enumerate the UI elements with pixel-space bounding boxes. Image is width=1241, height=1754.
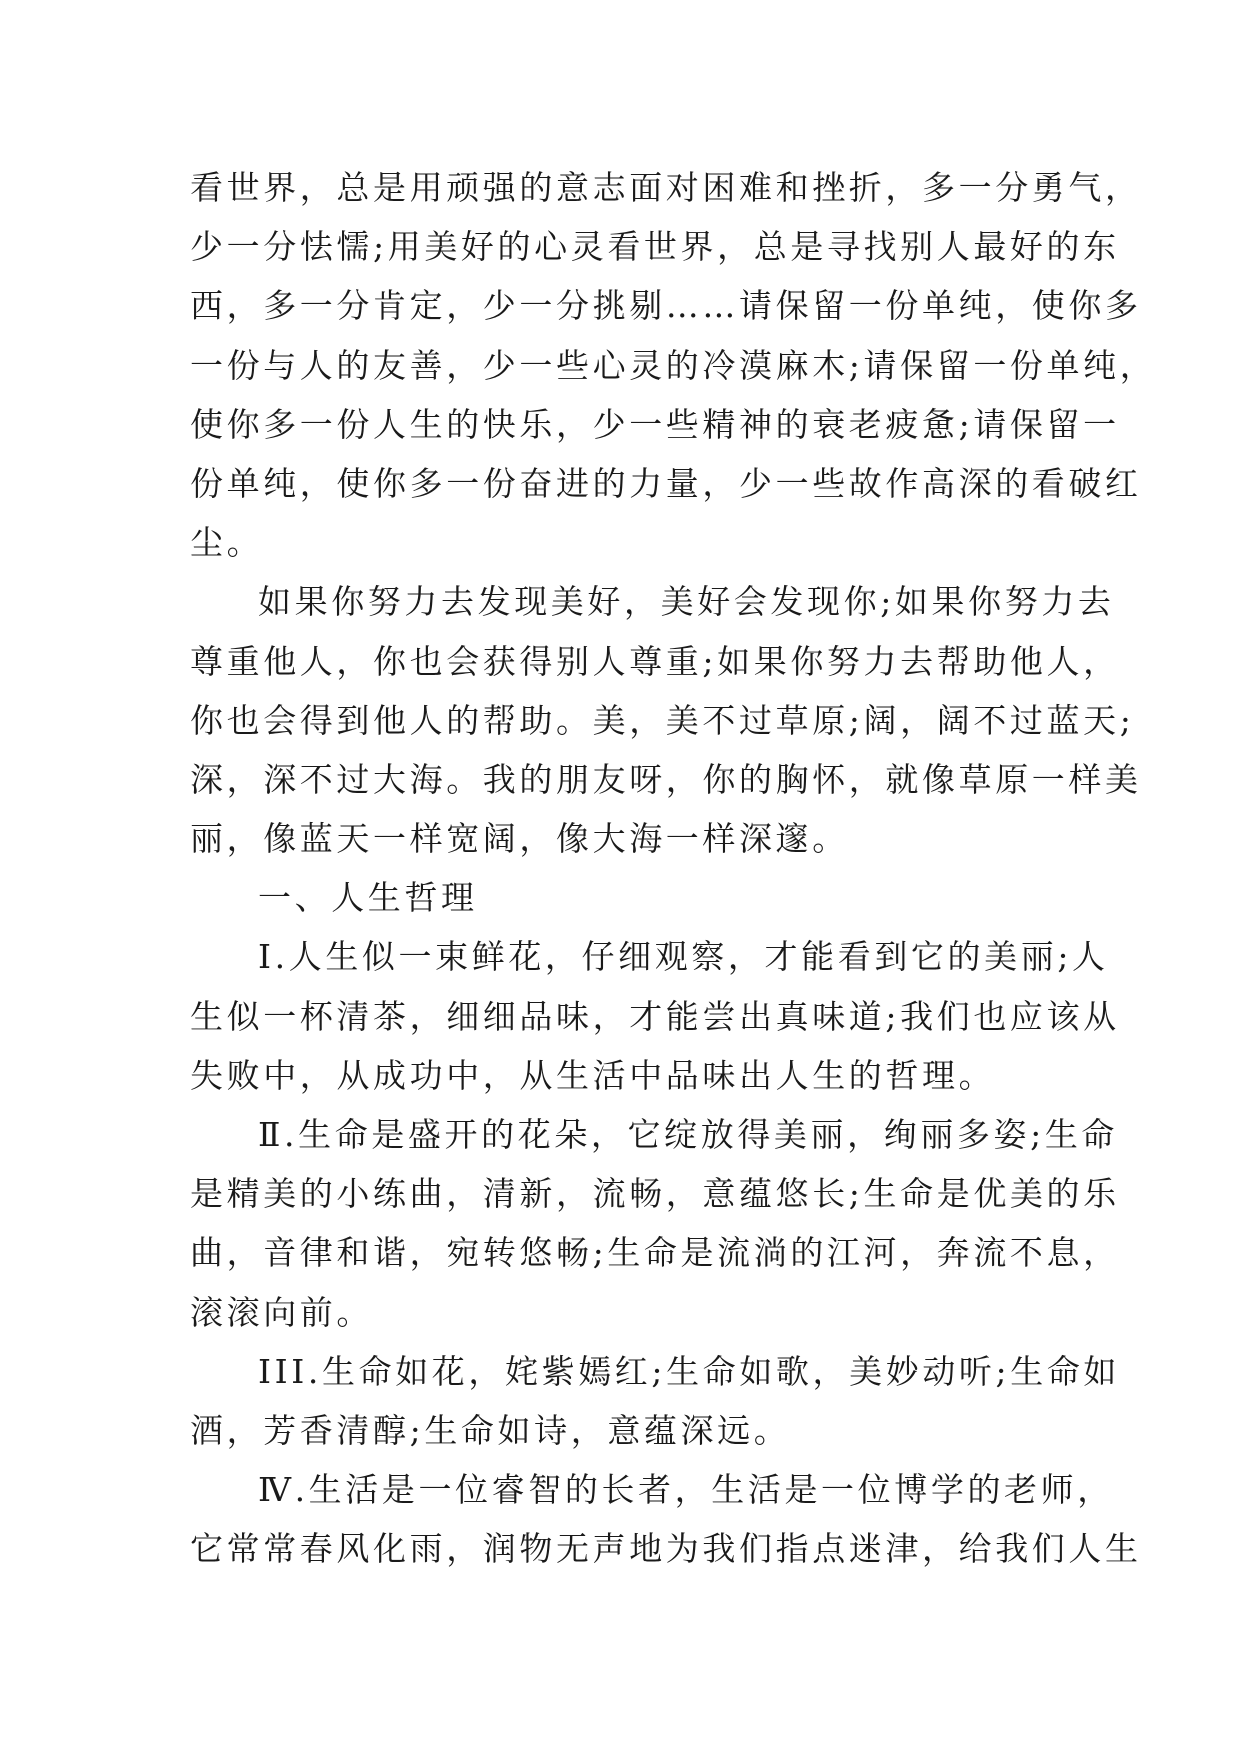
text-line: 酒，芳香清醇;生命如诗，意蕴深远。 — [190, 1410, 791, 1450]
text-line: 曲，音律和谐，宛转悠畅;生命是流淌的江河，奔流不息， — [190, 1233, 1120, 1273]
text-line: 少一分怯懦;用美好的心灵看世界，总是寻找别人最好的东 — [190, 227, 1120, 267]
document-body — [190, 158, 1157, 1579]
text-line: 看世界，总是用顽强的意志面对困难和挫折，多一分勇气， — [190, 168, 1142, 207]
paragraph-start-line: Ⅰ.人生似一束鲜花，仔细观察，才能看到它的美丽;人 — [258, 937, 1109, 977]
text-line: 深，深不过大海。我的朋友呀，你的胸怀，就像草原一样美 — [190, 759, 1142, 799]
text-line: 是精美的小练曲，清新，流畅，意蕴悠长;生命是优美的乐 — [190, 1174, 1120, 1214]
paragraph-start-line: Ⅳ.生活是一位睿智的长者，生活是一位博学的老师， — [258, 1470, 1114, 1510]
text-line: 份单纯，使你多一份奋进的力量，少一些故作高深的看破红 — [190, 463, 1142, 503]
text-line: 丽，像蓝天一样宽阔，像大海一样深邃。 — [190, 819, 849, 859]
text-line: 它常常春风化雨，润物无声地为我们指点迷津，给我们人生 — [190, 1529, 1142, 1569]
text-line: 一份与人的友善，少一些心灵的冷漠麻木;请保留一份单纯， — [190, 345, 1157, 385]
paragraph-start-line: Ⅱ.生命是盛开的花朵，它绽放得美丽，绚丽多姿;生命 — [258, 1115, 1119, 1154]
text-line: 滚滚向前。 — [190, 1292, 373, 1332]
text-line: 西，多一分肯定，少一分挑剔……请保留一份单纯，使你多 — [190, 286, 1142, 326]
text-line: 生似一杯清茶，细细品味，才能尝出真味道;我们也应该从 — [190, 996, 1120, 1036]
text-line: 尊重他人，你也会获得别人尊重;如果你努力去帮助他人， — [190, 641, 1120, 681]
paragraph-start-line: 如果你努力去发现美好，美好会发现你;如果你努力去 — [258, 582, 1115, 622]
text-line: 使你多一份人生的快乐，少一些精神的衰老疲惫;请保留一 — [190, 404, 1120, 444]
paragraph-start-line: III.生命如花，姹紫嫣红;生命如歌，美妙动听;生命如 — [258, 1351, 1121, 1391]
section-heading: 一、人生哲理 — [258, 878, 478, 918]
text-line: 尘。 — [190, 523, 264, 563]
text-line: 失败中，从成功中，从生活中品味出人生的哲理。 — [190, 1055, 996, 1095]
text-line: 你也会得到他人的帮助。美，美不过草原;阔，阔不过蓝天; — [190, 700, 1135, 740]
